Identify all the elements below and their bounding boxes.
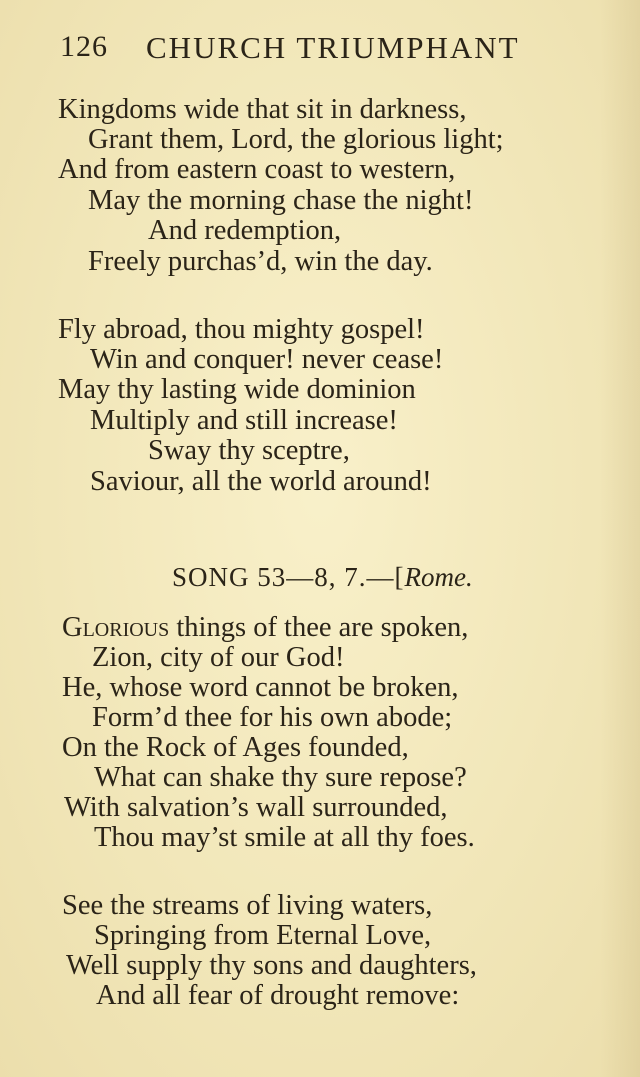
verse-line: And all fear of drought remove:: [96, 980, 460, 1011]
song-heading: [172, 562, 473, 593]
verse-line: Sway thy sceptre,: [148, 435, 350, 466]
verse-line: Win and conquer! never cease!: [90, 344, 444, 375]
song-number-meter: SONG 53—8, 7.—[: [172, 562, 405, 592]
verse-line: See the streams of living waters,: [62, 890, 433, 921]
page-edge-shadow: [600, 0, 640, 1077]
running-title: CHURCH TRIUMPHANT: [146, 30, 520, 65]
page-number: 126: [60, 30, 108, 63]
first-line-rest: things of thee are spoken,: [169, 612, 469, 643]
verse-line-first: [62, 614, 468, 643]
verse-line: Zion, city of our God!: [92, 642, 345, 673]
verse-line: Form’d thee for his own abode;: [92, 702, 453, 733]
tune-name: Rome.: [404, 562, 473, 592]
verse-line: Thou may’st smile at all thy foes.: [94, 822, 475, 853]
verse-line: He, whose word cannot be broken,: [62, 672, 459, 703]
verse-line: Saviour, all the world around!: [90, 466, 432, 497]
verse-line: May the morning chase the night!: [88, 185, 474, 216]
verse-line: Freely purchas’d, win the day.: [88, 246, 433, 277]
verse-line: With salvation’s wall surrounded,: [64, 792, 448, 823]
verse-line: And from eastern coast to western,: [58, 154, 456, 185]
verse-line: Multiply and still increase!: [90, 405, 398, 436]
verse-line: And redemption,: [148, 215, 342, 246]
verse-line: On the Rock of Ages founded,: [62, 732, 409, 763]
verse-line: May thy lasting wide dominion: [58, 374, 416, 405]
verse-line: Grant them, Lord, the glorious light;: [88, 124, 504, 155]
drop-word: Glorious: [62, 612, 170, 643]
verse-line: What can shake thy sure repose?: [94, 762, 467, 793]
verse-line: Kingdoms wide that sit in darkness,: [58, 94, 467, 125]
verse-line: Fly abroad, thou mighty gospel!: [58, 314, 425, 345]
verse-line: Springing from Eternal Love,: [94, 920, 432, 951]
verse-line: Well supply thy sons and daughters,: [66, 950, 477, 981]
